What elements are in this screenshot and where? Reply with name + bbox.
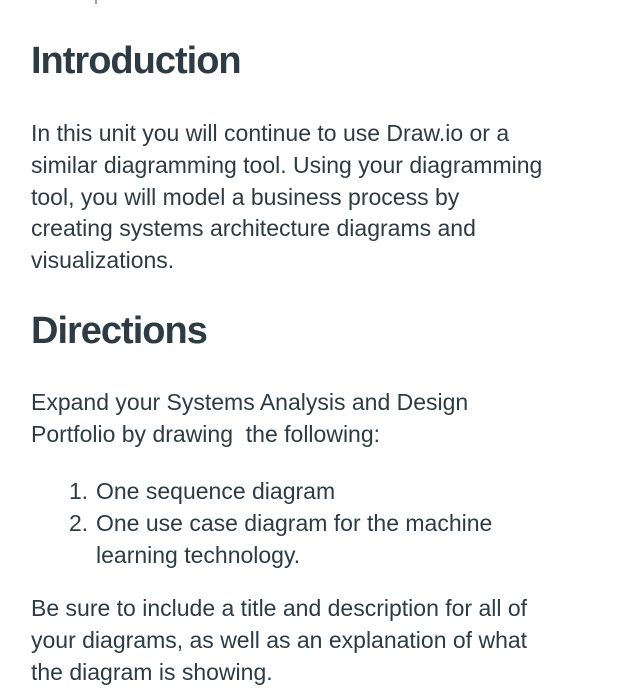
scroll-remnant-mark (95, 0, 97, 4)
list-item-number: 2. (69, 509, 89, 536)
list-item (31, 508, 601, 572)
paragraph-line: Be sure to include a title and description for all of (31, 595, 528, 621)
paragraph-line: In this unit you will continue to use Draw.io or a (31, 120, 510, 146)
closing-paragraph (31, 593, 621, 688)
directions-heading: Directions (31, 310, 207, 352)
introduction-paragraph (31, 118, 621, 277)
paragraph-line: visualizations. (31, 247, 175, 274)
list-item-text: One use case diagram for the machine (96, 509, 493, 536)
list-item-number: 1. (69, 478, 89, 504)
paragraph-line: your diagrams, as well as an explanation of what (31, 626, 528, 653)
paragraph-line: creating systems architecture diagrams and (31, 215, 476, 242)
list-item (31, 476, 601, 508)
list-item-text: learning technology. (96, 541, 301, 568)
paragraph-line: similar diagramming tool. Using your diagramming (31, 151, 543, 178)
deliverables-list (31, 476, 601, 571)
introduction-heading: Introduction (31, 40, 241, 82)
paragraph-line: tool, you will model a business process by (31, 183, 460, 210)
paragraph-line: Expand your Systems Analysis and Design (31, 389, 469, 415)
paragraph-line: the diagram is showing. (31, 658, 273, 685)
list-item-text: One sequence diagram (96, 478, 336, 504)
directions-paragraph (31, 387, 621, 451)
paragraph-line: Portfolio by drawing the following: (31, 420, 381, 447)
